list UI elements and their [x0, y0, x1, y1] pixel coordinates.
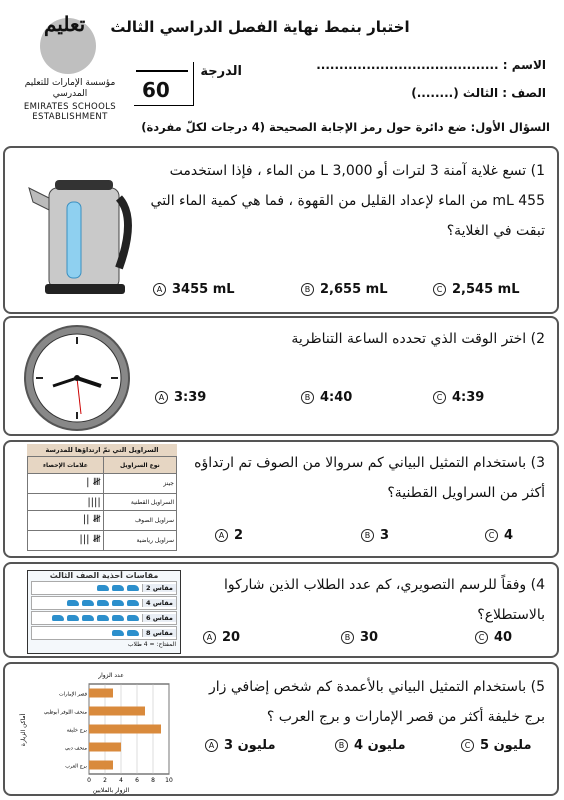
chart-title: عدد الزوار — [98, 672, 124, 679]
bar — [89, 725, 161, 734]
pictograph-label: مقاس 6 — [142, 614, 176, 622]
x-tick-label: 4 — [119, 777, 123, 784]
question-5 — [3, 662, 559, 796]
bar — [89, 689, 113, 698]
shoe-icon — [127, 585, 139, 591]
tally-table: السراويل التي تمّ ارتداؤها للمدرسة نوع السراويل علامات الإحصاء جينز 𝍸 | السراويل القطنية |||| سراويل الصوف 𝍸 || سراويل رياضية 𝍸 ||| — [27, 444, 177, 551]
q1-option-a[interactable]: A 3455 mL — [153, 282, 235, 297]
y-tick-label: متحف دبي — [65, 745, 87, 752]
q2-option-c[interactable]: C 4:39 — [433, 390, 484, 405]
shoe-icon — [82, 615, 94, 621]
pictograph-row — [31, 596, 177, 610]
y-tick-label: قصر الإمارات — [58, 691, 87, 698]
shoe-icon — [67, 600, 79, 606]
x-tick-label: 2 — [103, 777, 107, 784]
shoe-icon — [127, 615, 139, 621]
x-tick-label: 10 — [165, 777, 173, 784]
question-intro: السؤال الأول: ضع دائرة حول رمز الإجابة الصحيحة (4 درجات لكلّ مفردة) — [141, 120, 550, 134]
x-tick-label: 0 — [87, 777, 91, 784]
q1-option-c[interactable]: C 2,545 mL — [433, 282, 519, 297]
shoe-icon — [97, 585, 109, 591]
table-row: سراويل رياضية 𝍸 ||| — [28, 531, 177, 551]
q4-option-a[interactable]: A 20 — [203, 630, 240, 645]
shoe-icon — [112, 615, 124, 621]
grade-value: 60 — [142, 78, 170, 102]
y-tick-label: متحف اللوفر أبوظبي — [43, 709, 87, 716]
question-2 — [3, 316, 559, 436]
shoe-icon — [127, 600, 139, 606]
bar — [89, 707, 145, 716]
logo-subtitle: مؤسسة الإمارات للتعليم المدرسي — [24, 78, 116, 99]
pictograph-label: مقاس 8 — [142, 629, 176, 637]
q5-option-c[interactable]: C 5 مليون — [461, 738, 532, 753]
q5-option-a[interactable]: A 3 مليون — [205, 738, 276, 753]
chart-ylabel: أماكن الزيارة — [20, 713, 27, 747]
name-dots: ........................................ — [316, 58, 499, 72]
x-tick-label: 8 — [151, 777, 155, 784]
shoe-icon — [67, 615, 79, 621]
shoe-icon — [112, 600, 124, 606]
q2-option-a[interactable]: A 3:39 — [155, 390, 206, 405]
pictograph — [27, 570, 181, 654]
visitors-bar-chart — [19, 668, 179, 794]
q5-option-b[interactable]: B 4 مليون — [335, 738, 406, 753]
bar — [89, 743, 121, 752]
grade-label: الدرجة — [200, 64, 242, 79]
bar — [89, 761, 113, 770]
option-circle-b: B — [301, 283, 314, 296]
question-4-text: 4) وفقاً للرسم التصويري، كم عدد الطلاب الذين شاركوا بالاستطلاع؟ — [223, 577, 545, 623]
question-1-text: 1) تسع غلاية آمنة 3 لترات أو 3,000 L من الماء ، فإذا استخدمت 455 mL من الماء لإعداد القليل من القهوة ، فما هي كمية الماء التي تبقت في الغلاية؟ — [150, 163, 545, 239]
question-5-text: 5) باستخدام التمثيل البياني بالأعمدة كم شخص إضافي زار برج خليفة أكثر من قصر الإمارات و برج العرب ؟ — [208, 679, 545, 725]
shoe-icon — [52, 615, 64, 621]
grade-box — [134, 62, 242, 106]
q4-option-c[interactable]: C 40 — [475, 630, 512, 645]
pictograph-row — [31, 626, 177, 640]
y-tick-label: برج خليفة — [66, 727, 87, 734]
x-tick-label: 6 — [135, 777, 139, 784]
kettle-image — [19, 158, 139, 298]
q3-option-b[interactable]: B 3 — [361, 528, 389, 543]
question-3-text: 3) باستخدام التمثيل البياني كم سروالا من الصوف تم ارتداؤه أكثر من السراويل القطنية؟ — [194, 455, 545, 501]
option-circle-c: C — [433, 283, 446, 296]
question-1 — [3, 146, 559, 314]
option-circle-a: A — [153, 283, 166, 296]
q1-option-b[interactable]: B 2,655 mL — [301, 282, 387, 297]
pictograph-title: مقاسات أحذية الصف الثالث — [49, 571, 159, 580]
shoe-icon — [112, 585, 124, 591]
name-field[interactable] — [306, 58, 546, 72]
shoe-icon — [112, 630, 124, 636]
question-4 — [3, 562, 559, 658]
shoe-icon — [82, 600, 94, 606]
table-row: جينز 𝍸 | — [28, 474, 177, 494]
q4-option-b[interactable]: B 30 — [341, 630, 378, 645]
q3-option-a[interactable]: A 2 — [215, 528, 243, 543]
table-row: السراويل القطنية |||| — [28, 494, 177, 511]
pictograph-row — [31, 581, 177, 595]
table-row: سراويل الصوف 𝍸 || — [28, 511, 177, 531]
shoe-icon — [127, 630, 139, 636]
tally-table-title: السراويل التي تمّ ارتداؤها للمدرسة — [27, 444, 177, 456]
pictograph-label: مقاس 2 — [142, 584, 176, 592]
pictograph-key: المفتاح: = 4 طلاب — [127, 641, 176, 648]
question-2-text: 2) اختر الوقت الذي تحدده الساعة التناظرية — [291, 331, 545, 347]
logo-arabic-text: تعليم — [44, 12, 86, 36]
shoe-icon — [97, 600, 109, 606]
pictograph-label: مقاس 4 — [142, 599, 176, 607]
question-3 — [3, 440, 559, 558]
q3-option-c[interactable]: C 4 — [485, 528, 513, 543]
clock-image — [23, 324, 131, 432]
q2-option-b[interactable]: B 4:40 — [301, 390, 352, 405]
logo-english: EMIRATES SCHOOLS ESTABLISHMENT — [23, 102, 117, 122]
pictograph-row — [31, 611, 177, 625]
chart-xlabel: الزوار بالملايين — [92, 787, 130, 794]
y-tick-label: برج العرب — [65, 763, 87, 770]
shoe-icon — [97, 615, 109, 621]
name-label: الاسم : — [502, 58, 546, 72]
class-field[interactable]: الصف : الثالث (........) — [411, 86, 546, 100]
page-title: اختبار بنمط نهاية الفصل الدراسي الثالث — [110, 18, 410, 36]
